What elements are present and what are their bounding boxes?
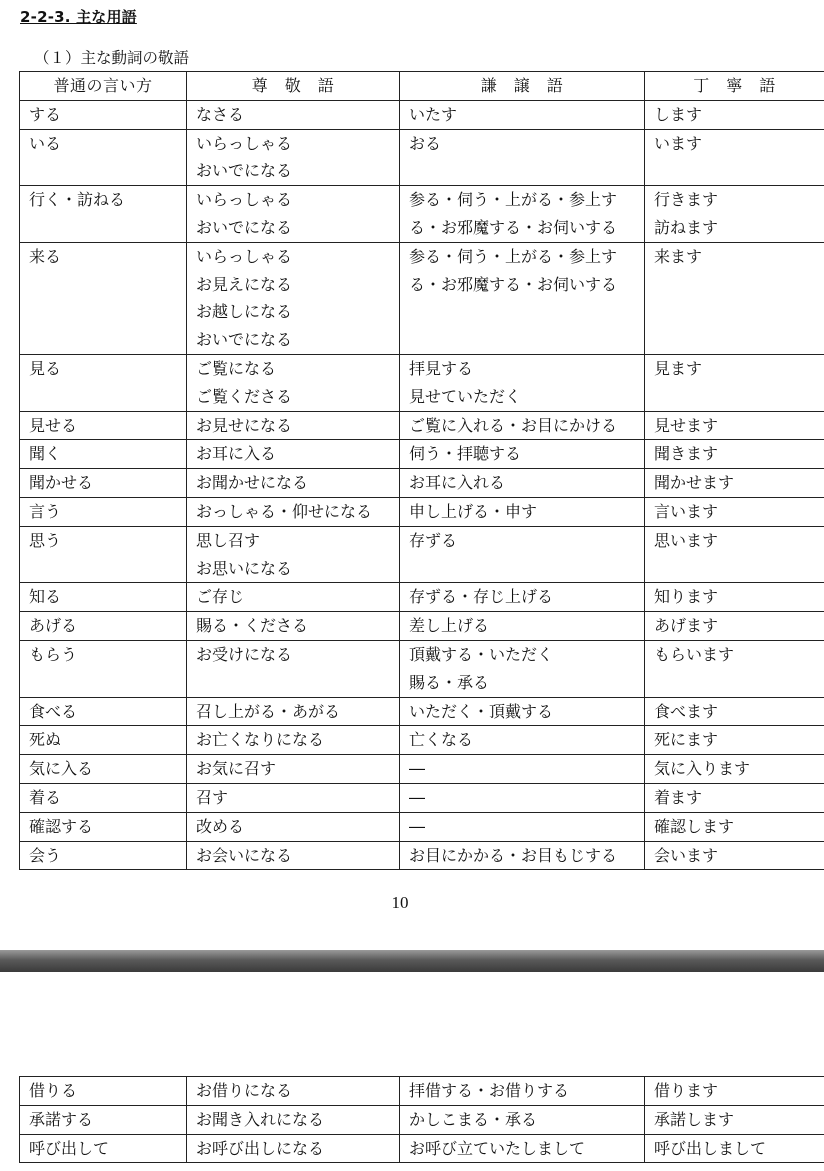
cell-teineigo: [645, 640, 824, 697]
cell-teineigo: [645, 411, 824, 440]
keigo-verb-table: [19, 71, 824, 870]
cell-kenjougo: [400, 469, 645, 498]
table-row: [20, 783, 824, 812]
cell-kenjougo: [400, 1077, 645, 1106]
cell-teineigo: [645, 697, 824, 726]
cell-teineigo: [645, 1105, 824, 1134]
cell-sonkeigo: [187, 242, 400, 354]
cell-sonkeigo: [187, 1105, 400, 1134]
cell-line: お聞かせになる: [196, 473, 309, 493]
cell-kenjougo: [400, 497, 645, 526]
cell-sonkeigo: [187, 755, 400, 784]
cell-line: 言います: [654, 501, 719, 521]
cell-plain: [20, 186, 187, 243]
cell-kenjougo: [400, 100, 645, 129]
cell-kenjougo: [400, 812, 645, 841]
cell-sonkeigo: [187, 440, 400, 469]
column-header-kenjougo: 謙 譲 語: [400, 72, 645, 101]
page-number: 10: [391, 893, 409, 912]
cell-line: かしこまる・承る: [409, 1109, 538, 1129]
cell-line: お耳に入れる: [409, 473, 506, 493]
cell-line: お思いになる: [196, 558, 293, 578]
cell-kenjougo: [400, 1134, 645, 1163]
cell-line: おいでになる: [196, 217, 293, 237]
table-row: [20, 411, 824, 440]
cell-line: 頂戴する・いただく: [409, 644, 554, 664]
cell-teineigo: [645, 497, 824, 526]
cell-sonkeigo: [187, 129, 400, 186]
cell-kenjougo: [400, 612, 645, 641]
cell-line: お呼び出しになる: [196, 1138, 325, 1158]
cell-line: 聞く: [29, 444, 62, 464]
cell-plain: [20, 497, 187, 526]
cell-line: る・お邪魔する・お伺いする: [409, 217, 618, 237]
cell-line: なさる: [196, 104, 245, 124]
cell-line: 訪ねます: [654, 217, 719, 237]
cell-line: おいでになる: [196, 161, 293, 181]
sub-heading: （１）主な動詞の敬語: [34, 49, 190, 67]
cell-line: 拝借する・お借りする: [409, 1081, 570, 1100]
cell-line: する: [29, 104, 62, 124]
cell-line: お耳に入る: [196, 444, 277, 464]
cell-line: 借ります: [654, 1081, 719, 1100]
cell-teineigo: [645, 583, 824, 612]
cell-plain: [20, 440, 187, 469]
column-header-sonkeigo: 尊 敬 語: [187, 72, 400, 101]
cell-sonkeigo: [187, 812, 400, 841]
cell-line: 呼び出して: [29, 1138, 110, 1158]
cell-kenjougo: [400, 841, 645, 870]
cell-line: 食べます: [654, 701, 719, 721]
cell-line: お会いになる: [196, 845, 293, 865]
cell-line: 見る: [29, 358, 62, 378]
table-row: [20, 100, 824, 129]
table-row: [20, 697, 824, 726]
cell-plain: [20, 1105, 187, 1134]
cell-line: お亡くなりになる: [196, 730, 325, 750]
cell-line: 死にます: [654, 730, 719, 750]
keigo-verb-table-continued: [19, 1076, 824, 1163]
cell-line: いただく・頂戴する: [409, 701, 554, 721]
cell-line: 確認する: [29, 816, 94, 836]
column-header-teineigo: 丁 寧 語: [645, 72, 824, 101]
cell-kenjougo: [400, 440, 645, 469]
cell-sonkeigo: [187, 697, 400, 726]
cell-line: 拝見する: [409, 358, 474, 378]
cell-kenjougo: [400, 242, 645, 354]
cell-line: おる: [409, 133, 442, 153]
cell-teineigo: [645, 612, 824, 641]
column-header-plain: 普通の言い方: [20, 72, 187, 101]
cell-line: お受けになる: [196, 644, 293, 664]
cell-teineigo: [645, 812, 824, 841]
cell-plain: [20, 583, 187, 612]
cell-teineigo: [645, 1077, 824, 1106]
table-row: [20, 354, 824, 411]
cell-line: 思し召す: [196, 530, 261, 550]
table-row: [20, 469, 824, 498]
table-row: [20, 526, 824, 583]
cell-sonkeigo: [187, 469, 400, 498]
cell-plain: [20, 783, 187, 812]
cell-plain: [20, 1134, 187, 1163]
cell-line: 召す: [196, 787, 229, 807]
cell-plain: [20, 640, 187, 697]
cell-line: お目にかかる・お目もじする: [409, 845, 618, 865]
cell-line: ―: [409, 787, 425, 807]
cell-line: 確認します: [654, 816, 735, 836]
cell-line: 亡くなる: [409, 730, 474, 750]
cell-line: 承諾します: [654, 1109, 735, 1129]
cell-line: 改める: [196, 816, 245, 836]
cell-plain: [20, 242, 187, 354]
section-heading: 2-2-3. 主な用語: [20, 8, 137, 26]
cell-line: 着る: [29, 787, 62, 807]
cell-plain: [20, 354, 187, 411]
cell-sonkeigo: [187, 612, 400, 641]
table-row: [20, 1134, 824, 1163]
cell-line: いらっしゃる: [196, 190, 293, 210]
cell-line: 着ます: [654, 787, 703, 807]
table-row: [20, 726, 824, 755]
cell-line: 伺う・拝聴する: [409, 444, 522, 464]
table-row: [20, 186, 824, 243]
cell-teineigo: [645, 354, 824, 411]
cell-kenjougo: [400, 129, 645, 186]
cell-plain: [20, 726, 187, 755]
cell-teineigo: [645, 469, 824, 498]
cell-sonkeigo: [187, 783, 400, 812]
cell-teineigo: [645, 440, 824, 469]
table-row: [20, 812, 824, 841]
cell-line: 参る・伺う・上がる・参上す: [409, 190, 618, 210]
cell-line: ご存じ: [196, 587, 245, 607]
cell-line: します: [654, 104, 703, 124]
cell-line: お見せになる: [196, 415, 293, 435]
cell-line: いたす: [409, 104, 458, 124]
cell-line: います: [654, 133, 703, 153]
cell-plain: [20, 841, 187, 870]
cell-line: 参る・伺う・上がる・参上す: [409, 246, 618, 266]
cell-line: ―: [409, 816, 425, 836]
cell-plain: [20, 129, 187, 186]
cell-sonkeigo: [187, 411, 400, 440]
table-row: [20, 640, 824, 697]
cell-line: 来る: [29, 246, 62, 266]
cell-line: 賜る・承る: [409, 672, 490, 692]
cell-line: 会います: [654, 845, 719, 865]
cell-line: 借りる: [29, 1081, 78, 1100]
cell-line: 聞かせる: [29, 473, 94, 493]
cell-teineigo: [645, 526, 824, 583]
cell-line: 気に入る: [29, 759, 94, 779]
cell-plain: [20, 1077, 187, 1106]
cell-line: ご覧に入れる・お目にかける: [409, 415, 618, 435]
cell-line: 差し上げる: [409, 616, 490, 636]
document-page-2: [0, 972, 824, 1171]
cell-line: 言う: [29, 501, 62, 521]
cell-line: いらっしゃる: [196, 246, 293, 266]
cell-sonkeigo: [187, 841, 400, 870]
cell-line: 存ずる・存じ上げる: [409, 587, 554, 607]
cell-sonkeigo: [187, 726, 400, 755]
cell-line: お見えになる: [196, 274, 293, 294]
cell-kenjougo: [400, 186, 645, 243]
cell-line: 見せていただく: [409, 386, 522, 406]
cell-teineigo: [645, 129, 824, 186]
cell-teineigo: [645, 726, 824, 755]
table-row: [20, 841, 824, 870]
cell-line: 知ります: [654, 587, 719, 607]
table-row: [20, 440, 824, 469]
cell-line: 死ぬ: [29, 730, 62, 750]
cell-sonkeigo: [187, 497, 400, 526]
cell-line: お呼び立ていたしまして: [409, 1138, 586, 1158]
table-row: [20, 755, 824, 784]
cell-line: 来ます: [654, 246, 703, 266]
table-row: [20, 583, 824, 612]
cell-line: 召し上がる・あがる: [196, 701, 341, 721]
table-row: [20, 1077, 824, 1106]
cell-line: 聞かせます: [654, 473, 735, 493]
cell-sonkeigo: [187, 526, 400, 583]
cell-line: 会う: [29, 845, 62, 865]
cell-line: 承諾する: [29, 1109, 94, 1129]
cell-line: る・お邪魔する・お伺いする: [409, 274, 618, 294]
cell-line: 気に入ります: [654, 759, 751, 779]
cell-line: お聞き入れになる: [196, 1109, 325, 1129]
cell-line: お越しになる: [196, 302, 293, 322]
cell-line: 思います: [654, 530, 719, 550]
cell-line: 食べる: [29, 701, 78, 721]
cell-line: 見せる: [29, 415, 78, 435]
table-row: [20, 1105, 824, 1134]
cell-sonkeigo: [187, 640, 400, 697]
cell-plain: [20, 100, 187, 129]
cell-line: 賜る・くださる: [196, 616, 309, 636]
cell-line: 申し上げる・申す: [409, 501, 538, 521]
cell-kenjougo: [400, 354, 645, 411]
cell-kenjougo: [400, 411, 645, 440]
cell-line: 行きます: [654, 190, 719, 210]
cell-sonkeigo: [187, 1077, 400, 1106]
cell-line: 知る: [29, 587, 62, 607]
cell-line: 聞きます: [654, 444, 719, 464]
cell-sonkeigo: [187, 100, 400, 129]
cell-plain: [20, 526, 187, 583]
cell-line: ―: [409, 759, 425, 779]
cell-kenjougo: [400, 1105, 645, 1134]
cell-line: 行く・訪ねる: [29, 190, 126, 210]
cell-plain: [20, 697, 187, 726]
cell-line: お借りになる: [196, 1081, 293, 1100]
cell-sonkeigo: [187, 1134, 400, 1163]
cell-teineigo: [645, 841, 824, 870]
table-body: [20, 100, 824, 870]
cell-sonkeigo: [187, 583, 400, 612]
cell-line: お気に召す: [196, 759, 277, 779]
cell-kenjougo: [400, 726, 645, 755]
cell-line: もらう: [29, 644, 78, 664]
cell-plain: [20, 411, 187, 440]
cell-teineigo: [645, 100, 824, 129]
cell-line: あげます: [654, 616, 719, 636]
cell-kenjougo: [400, 783, 645, 812]
table-row: [20, 497, 824, 526]
cell-kenjougo: [400, 640, 645, 697]
table-row: [20, 242, 824, 354]
cell-line: 呼び出しまして: [654, 1138, 767, 1158]
cell-teineigo: [645, 783, 824, 812]
cell-kenjougo: [400, 526, 645, 583]
cell-line: あげる: [29, 616, 78, 636]
cell-teineigo: [645, 186, 824, 243]
page-separator: [0, 950, 824, 972]
cell-plain: [20, 469, 187, 498]
cell-line: 見ます: [654, 358, 703, 378]
cell-line: おっしゃる・仰せになる: [196, 501, 373, 521]
cell-line: いらっしゃる: [196, 133, 293, 153]
cell-kenjougo: [400, 755, 645, 784]
cell-teineigo: [645, 242, 824, 354]
cell-line: おいでになる: [196, 330, 293, 350]
cell-line: 見せます: [654, 415, 719, 435]
cell-sonkeigo: [187, 186, 400, 243]
cell-line: もらいます: [654, 644, 735, 664]
cell-line: いる: [29, 133, 62, 153]
cell-line: ご覧になる: [196, 358, 277, 378]
cell-kenjougo: [400, 697, 645, 726]
table-body-continued: [20, 1077, 824, 1163]
table-row: [20, 612, 824, 641]
cell-plain: [20, 612, 187, 641]
cell-plain: [20, 755, 187, 784]
table-header-row: [20, 72, 824, 101]
cell-line: 存ずる: [409, 530, 458, 550]
table-row: [20, 129, 824, 186]
cell-kenjougo: [400, 583, 645, 612]
cell-teineigo: [645, 1134, 824, 1163]
cell-line: ご覧くださる: [196, 386, 293, 406]
cell-line: 思う: [29, 530, 62, 550]
cell-sonkeigo: [187, 354, 400, 411]
cell-teineigo: [645, 755, 824, 784]
cell-plain: [20, 812, 187, 841]
